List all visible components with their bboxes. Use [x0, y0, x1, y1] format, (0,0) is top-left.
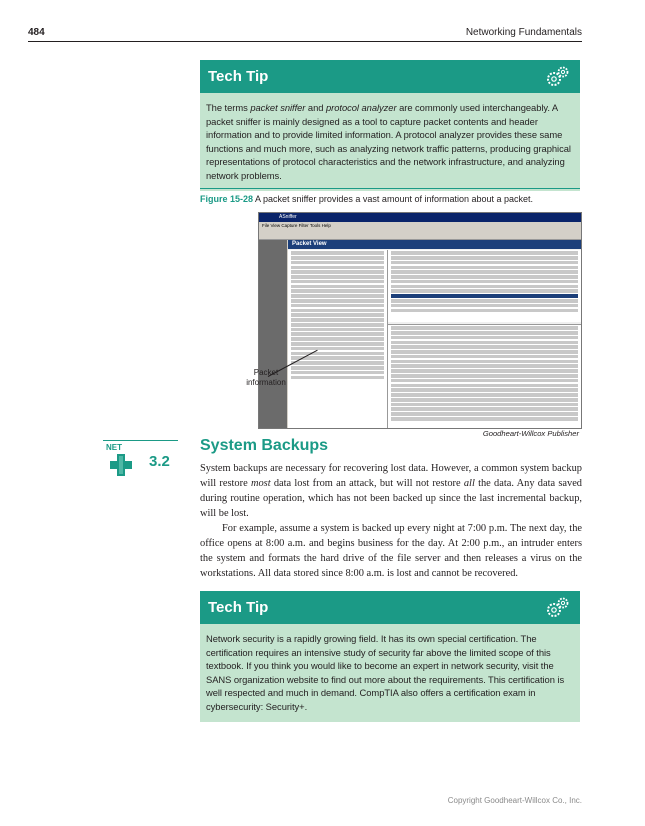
packet-tree — [288, 250, 388, 428]
objective-rule — [103, 440, 178, 441]
tech-tip-title: Tech Tip — [208, 68, 269, 85]
app-menu-bar: File View Capture Filter Tools Help — [262, 223, 331, 228]
packet-list — [388, 250, 581, 322]
packet-view-panel — [288, 240, 581, 428]
tech-tip-header — [200, 591, 580, 624]
page-number: 484 — [28, 27, 45, 38]
tech-tip-header — [200, 60, 580, 93]
figure-rule — [200, 188, 580, 189]
running-header: Networking Fundamentals — [465, 27, 582, 38]
sniffer-screenshot — [258, 212, 582, 429]
tech-tip-box — [200, 591, 580, 722]
objective-marker — [103, 440, 178, 476]
body-paragraph: For example, assume a system is backed up every night at 7:00 p.m. The next day, the office opens at 8:00 a.m. and begins business for the day. At 2:00 p.m., an intruder enters the system and formats the hard drive of the file server and then releases a virus on the workstations. All data stored since 8:00 a.m. is lost and cannot be recovered. — [200, 523, 582, 579]
network-plus-icon — [109, 453, 133, 477]
figure-caption: Figure 15-28 A packet sniffer provides a vast amount of information about a packet. — [200, 194, 534, 204]
figure-credit: Goodheart-Willcox Publisher — [482, 429, 579, 438]
section-heading: System Backups — [200, 437, 329, 454]
copyright-footer: Copyright Goodheart-Willcox Co., Inc. — [447, 796, 582, 805]
app-toolbar — [259, 229, 581, 240]
gears-icon — [544, 595, 570, 621]
packet-information-callout: Packet information — [246, 368, 286, 387]
tech-tip-box — [200, 60, 580, 191]
gears-icon — [544, 64, 570, 90]
tech-tip-text: Network security is a rapidly growing field. It has its own special certification. The certification requires an intensive study of security far above the limited scope of this textbook. If you think you would like to become an expert in network security, visit the SANS organization website to find out more about the requirements. This certification is well respected and much in demand. CompTIA also offers a certification exam in cybersecurity: Security+. — [206, 633, 565, 712]
body-paragraph: System backups are necessary for recovering lost data. However, a common system backup will restore most data lost from an attack, but will not restore all the data. Any data saved during routine operation, which has not been backed up since the last incremental backup, will be lost. — [200, 463, 582, 519]
objective-label: NET — [106, 443, 122, 452]
tech-tip-title: Tech Tip — [208, 599, 269, 616]
tech-tip-text: The terms packet sniffer and protocol analyzer are commonly used interchangeably. A packet sniffer is mainly designed as a tool to capture packet contents and header information and to provide limited information. A protocol analyzer provides these same functions and much more, such as analyzing network traffic patterns, producing graphical representations of protocol characteristics and the network infrastructure, and analyzing network problems. — [206, 102, 571, 181]
packet-hex-view — [388, 324, 581, 428]
header-rule — [28, 41, 582, 42]
objective-number: 3.2 — [149, 453, 170, 470]
app-side-panel — [259, 240, 287, 428]
packet-view-title: Packet View — [288, 240, 581, 249]
app-title-bar: ASniffer — [259, 213, 581, 222]
